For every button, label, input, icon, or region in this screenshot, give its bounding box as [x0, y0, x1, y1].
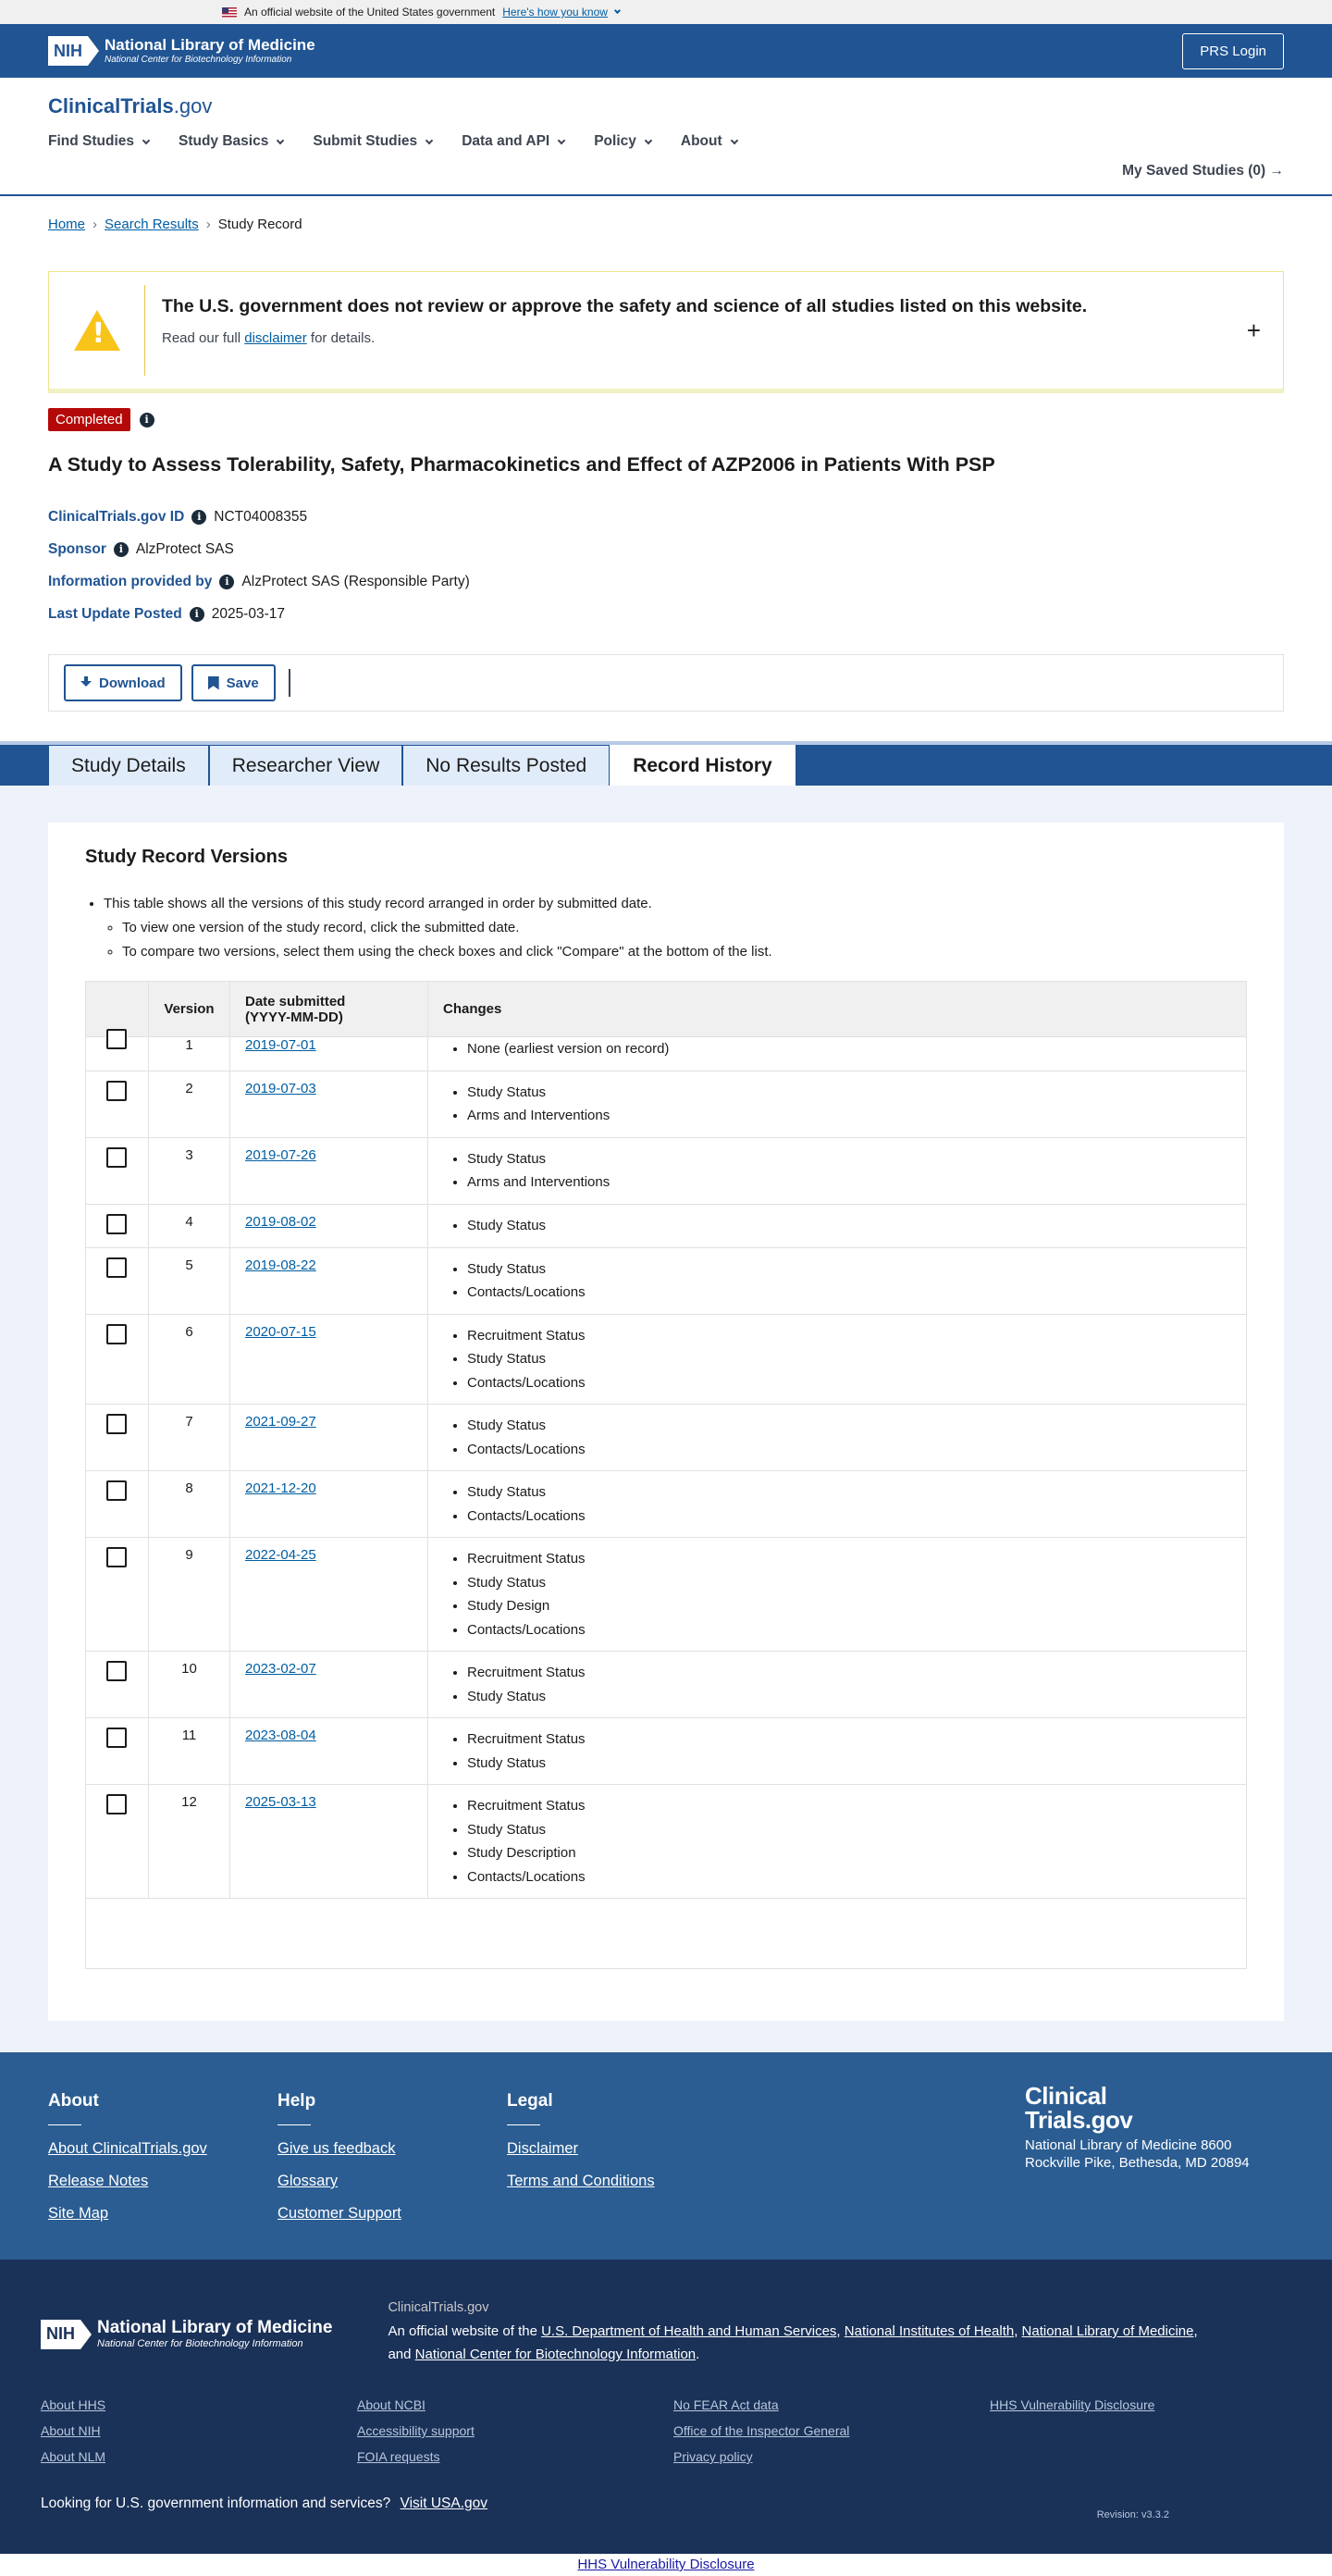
version-checkbox[interactable] — [106, 1029, 127, 1049]
date-cell — [230, 1785, 428, 1899]
nav-label: Find Studies — [48, 133, 134, 149]
change-item: • Study Status — [467, 1752, 1231, 1776]
usa-gov-link[interactable]: Visit USA.gov — [400, 2496, 488, 2511]
us-flag-icon — [222, 7, 237, 18]
nav-submit-studies[interactable] — [313, 133, 432, 150]
version-date-link[interactable]: 2019-07-26 — [245, 1146, 316, 1163]
version-date-link[interactable]: 2023-02-07 — [245, 1661, 316, 1677]
footer-heading: About — [48, 2091, 99, 2111]
meta-value: NCT04008355 — [214, 508, 308, 525]
version-date-link[interactable]: 2019-08-02 — [245, 1213, 316, 1230]
table-row — [86, 1247, 1247, 1314]
note-item: ◦ To compare two versions, select them using the check boxes and click "Compare" at the bottom of the list. — [122, 940, 1247, 964]
change-item: • Study Status — [467, 1081, 1231, 1105]
header-date — [230, 982, 428, 1037]
tab-no-results-posted[interactable]: No Results Posted — [402, 745, 610, 786]
select-cell — [86, 1204, 149, 1247]
versions-table — [85, 981, 1247, 1969]
date-cell — [230, 1405, 428, 1471]
brand-suffix: .gov — [173, 94, 213, 118]
download-label: Download — [99, 675, 166, 691]
footer-brand-line1: Clinical — [1025, 2082, 1107, 2110]
change-item: • Study Status — [467, 1685, 1231, 1709]
footer-link[interactable]: Site Map — [48, 2205, 109, 2222]
nav-label: Data and API — [462, 133, 550, 149]
table-row — [86, 1137, 1247, 1204]
hhs-link[interactable]: U.S. Department of Health and Human Services — [541, 2323, 837, 2339]
footer-brand — [1025, 2084, 1284, 2173]
official-pre: An official website of the — [388, 2323, 537, 2339]
date-cell — [230, 1247, 428, 1314]
date-cell — [230, 1471, 428, 1538]
note-item: • This table shows all the versions of this study record arranged in order by submitted date. — [104, 892, 1247, 916]
table-row — [86, 1405, 1247, 1471]
meta-value: AlzProtect SAS (Responsible Party) — [241, 573, 470, 589]
version-checkbox[interactable] — [106, 1147, 127, 1168]
alert-text-post: for details. — [310, 330, 376, 346]
header-changes: Changes — [428, 982, 1247, 1037]
version-date-link[interactable]: 2025-03-13 — [245, 1794, 316, 1810]
footer-bottom — [0, 2260, 1332, 2554]
change-item: • Recruitment Status — [467, 1661, 1231, 1685]
footer-link[interactable]: FOIA requests — [357, 2449, 440, 2464]
change-item: • Study Status — [467, 1147, 1231, 1171]
change-item: • Contacts/Locations — [467, 1505, 1231, 1529]
date-cell — [230, 1538, 428, 1652]
nlm-link[interactable]: National Library of Medicine — [1021, 2323, 1194, 2339]
changes-cell — [428, 1247, 1247, 1314]
table-row — [86, 1471, 1247, 1538]
version-date-link[interactable]: 2019-07-01 — [245, 1037, 316, 1053]
change-item: • Recruitment Status — [467, 1324, 1231, 1348]
bottom-link-bar — [0, 2554, 1332, 2576]
date-cell — [230, 1204, 428, 1247]
status-badge: Completed — [48, 408, 130, 431]
date-cell — [230, 1137, 428, 1204]
note-item: ◦ To view one version of the study record, click the submitted date. — [122, 916, 1247, 940]
study-title: A Study to Assess Tolerability, Safety, Pharmacokinetics and Effect of AZP2006 in Patients With PSP — [48, 453, 995, 476]
change-item: • Arms and Interventions — [467, 1104, 1231, 1128]
nih-logo-mark: NIH — [48, 36, 88, 66]
table-row — [86, 1314, 1247, 1405]
versions-notes — [85, 892, 1247, 964]
table-row — [86, 1652, 1247, 1718]
action-bar — [48, 654, 1284, 712]
info-icon[interactable]: i — [114, 542, 129, 557]
changes-cell — [428, 1314, 1247, 1405]
alert-text-pre: Read our full — [162, 330, 241, 346]
official-statement: ClinicalTrials.gov An official website of the U.S. Department of Health and Human Services, National Institutes of Health, National Library of Medicine, and National Center for Biotechnology Information. — [388, 2297, 1197, 2366]
version-number: 4 — [149, 1204, 230, 1247]
divider — [289, 669, 290, 697]
change-item: • Contacts/Locations — [467, 1281, 1231, 1305]
changes-cell — [428, 1785, 1247, 1899]
disclaimer-alert — [48, 271, 1284, 393]
nav-data-api[interactable] — [462, 133, 564, 150]
version-checkbox[interactable] — [106, 1794, 127, 1814]
chevron-right-icon: › — [205, 217, 211, 232]
table-spacer-row — [86, 1899, 1247, 1969]
date-cell — [230, 1071, 428, 1137]
change-item: • Study Design — [467, 1594, 1231, 1618]
expand-plus-icon[interactable]: + — [1246, 316, 1261, 344]
and-text: and — [388, 2347, 412, 2362]
hhs-vulnerability-link[interactable]: HHS Vulnerability Disclosure — [577, 2557, 755, 2572]
version-checkbox[interactable] — [106, 1480, 127, 1501]
main-nav — [48, 133, 1284, 150]
info-icon[interactable]: i — [140, 413, 154, 427]
footer-address: National Library of Medicine 8600 Rockville Pike, Bethesda, MD 20894 — [1025, 2137, 1250, 2171]
ncbi-link[interactable]: National Center for Biotechnology Information — [414, 2347, 697, 2362]
ct-brand[interactable] — [48, 78, 1284, 118]
version-number: 6 — [149, 1314, 230, 1405]
study-meta — [48, 501, 1284, 630]
change-item: • Study Status — [467, 1818, 1231, 1842]
saved-studies-link[interactable] — [1122, 163, 1284, 180]
table-row — [86, 1538, 1247, 1652]
version-number: 8 — [149, 1471, 230, 1538]
date-cell — [230, 1314, 428, 1405]
footer-link[interactable]: About NLM — [41, 2449, 106, 2464]
change-item: • Study Status — [467, 1214, 1231, 1238]
footer-link[interactable]: Glossary — [278, 2173, 339, 2189]
nih-logo[interactable] — [48, 36, 315, 66]
header-date-line1: Date submitted — [245, 993, 346, 1009]
select-cell — [86, 1405, 149, 1471]
table-row — [86, 1071, 1247, 1137]
save-label: Save — [226, 675, 259, 691]
changes-cell — [428, 1718, 1247, 1785]
changes-cell — [428, 1405, 1247, 1471]
footer-top — [0, 2052, 1332, 2260]
meta-value: AlzProtect SAS — [135, 540, 234, 557]
footer-link[interactable]: HHS Vulnerability Disclosure — [990, 2397, 1155, 2412]
nih-subtitle: National Center for Biotechnology Information — [105, 54, 292, 65]
change-item: • Study Status — [467, 1571, 1231, 1595]
meta-row-id — [48, 501, 1284, 533]
nih-title: National Library of Medicine — [97, 2318, 333, 2337]
chevron-down-icon — [614, 7, 621, 14]
version-checkbox[interactable] — [106, 1728, 127, 1748]
chevron-down-icon — [645, 136, 652, 143]
nav-about[interactable] — [681, 133, 737, 150]
select-cell — [86, 1718, 149, 1785]
version-checkbox[interactable] — [106, 1414, 127, 1434]
save-button[interactable] — [191, 664, 276, 701]
table-row — [86, 1785, 1247, 1899]
arrow-right-icon: → — [1269, 163, 1284, 179]
breadcrumb-search-results[interactable]: Search Results — [105, 217, 199, 232]
version-checkbox[interactable] — [106, 1081, 127, 1101]
change-item: • Study Status — [467, 1257, 1231, 1282]
select-cell — [86, 1471, 149, 1538]
version-date-link[interactable]: 2022-04-25 — [245, 1547, 316, 1563]
version-checkbox[interactable] — [106, 1214, 127, 1234]
select-cell — [86, 1037, 149, 1071]
header-date-line2: (YYYY-MM-DD) — [245, 1009, 343, 1025]
table-row — [86, 1037, 1247, 1071]
meta-label: ClinicalTrials.gov ID — [48, 508, 185, 525]
version-date-link[interactable]: 2020-07-15 — [245, 1323, 316, 1340]
site-name: ClinicalTrials.gov — [388, 2300, 489, 2315]
tab-study-details[interactable]: Study Details — [48, 745, 209, 786]
version-number: 5 — [149, 1247, 230, 1314]
prs-login-button[interactable]: PRS Login — [1182, 33, 1284, 69]
nav-label: Study Basics — [179, 133, 269, 149]
version-checkbox[interactable] — [106, 1324, 127, 1344]
versions-card — [48, 823, 1284, 2021]
chevron-down-icon — [277, 136, 284, 143]
ct-header — [0, 78, 1332, 196]
nih-logo-mark: NIH — [41, 2320, 80, 2349]
select-cell — [86, 1652, 149, 1718]
alert-title: The U.S. government does not review or approve the safety and science of all studies listed on this website. — [162, 296, 1088, 316]
version-number: 2 — [149, 1071, 230, 1137]
select-cell — [86, 1137, 149, 1204]
nih-header — [0, 24, 1332, 78]
footer-link[interactable]: Office of the Inspector General — [673, 2423, 850, 2438]
meta-row-last-update — [48, 598, 1284, 630]
chevron-down-icon — [730, 136, 737, 143]
change-item: • Contacts/Locations — [467, 1865, 1231, 1889]
nav-label: Policy — [594, 133, 636, 149]
chevron-right-icon: › — [92, 217, 98, 232]
saved-studies-label: My Saved Studies (0) — [1122, 163, 1266, 179]
select-cell — [86, 1247, 149, 1314]
tab-record-history[interactable]: Record History — [610, 745, 796, 786]
footer-link[interactable]: Customer Support — [278, 2205, 401, 2222]
meta-label: Last Update Posted — [48, 605, 182, 622]
footer-link[interactable]: Release Notes — [48, 2173, 149, 2189]
footer-bottom-links — [41, 2397, 1291, 2470]
footer-about — [48, 2091, 278, 2260]
version-date-link[interactable]: 2019-07-03 — [245, 1080, 316, 1096]
nav-label: Submit Studies — [313, 133, 418, 149]
alert-text — [162, 330, 1087, 346]
nav-find-studies[interactable] — [48, 133, 149, 150]
disclaimer-link[interactable]: disclaimer — [244, 330, 307, 346]
version-date-link[interactable]: 2021-09-27 — [245, 1414, 316, 1430]
download-icon — [80, 676, 92, 689]
change-item: • None (earliest version on record) — [467, 1037, 1231, 1061]
info-icon[interactable]: i — [219, 575, 234, 589]
breadcrumb — [0, 196, 1332, 232]
breadcrumb-home[interactable]: Home — [48, 217, 86, 232]
table-header-row — [86, 982, 1247, 1037]
change-item: • Contacts/Locations — [467, 1371, 1231, 1395]
meta-label: Information provided by — [48, 573, 213, 589]
version-checkbox[interactable] — [106, 1547, 127, 1567]
footer-heading: Help — [278, 2091, 316, 2111]
tab-researcher-view[interactable]: Researcher View — [209, 745, 403, 786]
download-button[interactable] — [64, 664, 182, 701]
changes-cell — [428, 1204, 1247, 1247]
version-number: 1 — [149, 1037, 230, 1071]
change-item: • Recruitment Status — [467, 1794, 1231, 1818]
version-checkbox[interactable] — [106, 1661, 127, 1681]
changes-cell — [428, 1538, 1247, 1652]
nav-study-basics[interactable] — [179, 133, 283, 150]
usa-question: Looking for U.S. government information and services? — [41, 2496, 391, 2511]
info-icon[interactable]: i — [190, 607, 204, 622]
brand-main: ClinicalTrials — [48, 94, 174, 118]
date-cell — [230, 1037, 428, 1071]
meta-row-provided-by — [48, 565, 1284, 598]
footer-link[interactable]: Privacy policy — [673, 2449, 753, 2464]
footer-legal — [507, 2091, 736, 2260]
footer-link[interactable]: About NIH — [41, 2423, 101, 2438]
footer-nih-logo[interactable] — [41, 2302, 332, 2366]
change-item: • Arms and Interventions — [467, 1170, 1231, 1195]
chevron-down-icon — [558, 136, 565, 143]
footer-link[interactable]: Disclaimer — [507, 2140, 579, 2157]
info-icon[interactable]: i — [191, 510, 206, 525]
footer-help — [278, 2091, 507, 2260]
date-cell — [230, 1718, 428, 1785]
nih-link[interactable]: National Institutes of Health — [844, 2323, 1015, 2339]
change-item: • Contacts/Locations — [467, 1618, 1231, 1642]
version-date-link[interactable]: 2021-12-20 — [245, 1480, 316, 1496]
change-item: • Study Status — [467, 1347, 1231, 1371]
content-area — [0, 786, 1332, 2052]
footer-link[interactable]: Give us feedback — [278, 2140, 396, 2157]
change-item: • Contacts/Locations — [467, 1438, 1231, 1462]
meta-row-sponsor — [48, 533, 1284, 565]
footer-link[interactable]: Terms and Conditions — [507, 2173, 655, 2189]
version-date-link[interactable]: 2023-08-04 — [245, 1728, 316, 1743]
meta-label: Sponsor — [48, 540, 106, 557]
select-cell — [86, 1538, 149, 1652]
select-cell — [86, 1071, 149, 1137]
footer-brand-line2: Trials.gov — [1025, 2106, 1133, 2134]
version-checkbox[interactable] — [106, 1257, 127, 1278]
version-number: 11 — [149, 1718, 230, 1785]
change-item: • Recruitment Status — [467, 1547, 1231, 1571]
gov-banner-link[interactable]: Here's how you know — [502, 6, 608, 19]
nav-label: About — [680, 133, 722, 149]
gov-banner-text: An official website of the United States government — [244, 6, 496, 19]
chevron-down-icon — [426, 136, 433, 143]
nih-subtitle: National Center for Biotechnology Information — [97, 2337, 303, 2349]
revision-text: Revision: v3.3.2 — [1096, 2509, 1169, 2520]
footer-link[interactable]: Accessibility support — [357, 2423, 475, 2438]
version-number: 9 — [149, 1538, 230, 1652]
tabs-bar — [0, 741, 1332, 786]
table-row — [86, 1718, 1247, 1785]
version-number: 3 — [149, 1137, 230, 1204]
version-number: 7 — [149, 1405, 230, 1471]
gov-banner — [0, 0, 1332, 24]
nav-policy[interactable] — [594, 133, 651, 150]
header-version: Version — [149, 982, 230, 1037]
chevron-down-icon — [142, 136, 150, 143]
change-item: • Study Status — [467, 1414, 1231, 1438]
date-cell — [230, 1652, 428, 1718]
breadcrumb-current: Study Record — [217, 217, 302, 232]
changes-cell — [428, 1137, 1247, 1204]
footer-link[interactable]: About HHS — [41, 2397, 106, 2412]
footer-link[interactable]: About ClinicalTrials.gov — [48, 2140, 207, 2157]
meta-value: 2025-03-17 — [211, 605, 285, 622]
select-cell — [86, 1314, 149, 1405]
version-number: 12 — [149, 1785, 230, 1899]
versions-heading: Study Record Versions — [85, 847, 288, 867]
change-item: • Recruitment Status — [467, 1728, 1231, 1752]
footer-heading: Legal — [507, 2091, 553, 2111]
footer-link[interactable]: No FEAR Act data — [673, 2397, 779, 2412]
nih-title: National Library of Medicine — [105, 36, 315, 55]
bookmark-icon — [208, 676, 219, 690]
changes-cell — [428, 1471, 1247, 1538]
table-row — [86, 1204, 1247, 1247]
changes-cell — [428, 1037, 1247, 1071]
warning-icon — [74, 310, 120, 351]
select-cell — [86, 1785, 149, 1899]
changes-cell — [428, 1071, 1247, 1137]
version-number: 10 — [149, 1652, 230, 1718]
version-date-link[interactable]: 2019-08-22 — [245, 1257, 316, 1273]
status-row — [48, 408, 1284, 431]
change-item: • Study Description — [467, 1841, 1231, 1865]
change-item: • Study Status — [467, 1480, 1231, 1505]
footer-link[interactable]: About NCBI — [357, 2397, 426, 2412]
changes-cell — [428, 1652, 1247, 1718]
